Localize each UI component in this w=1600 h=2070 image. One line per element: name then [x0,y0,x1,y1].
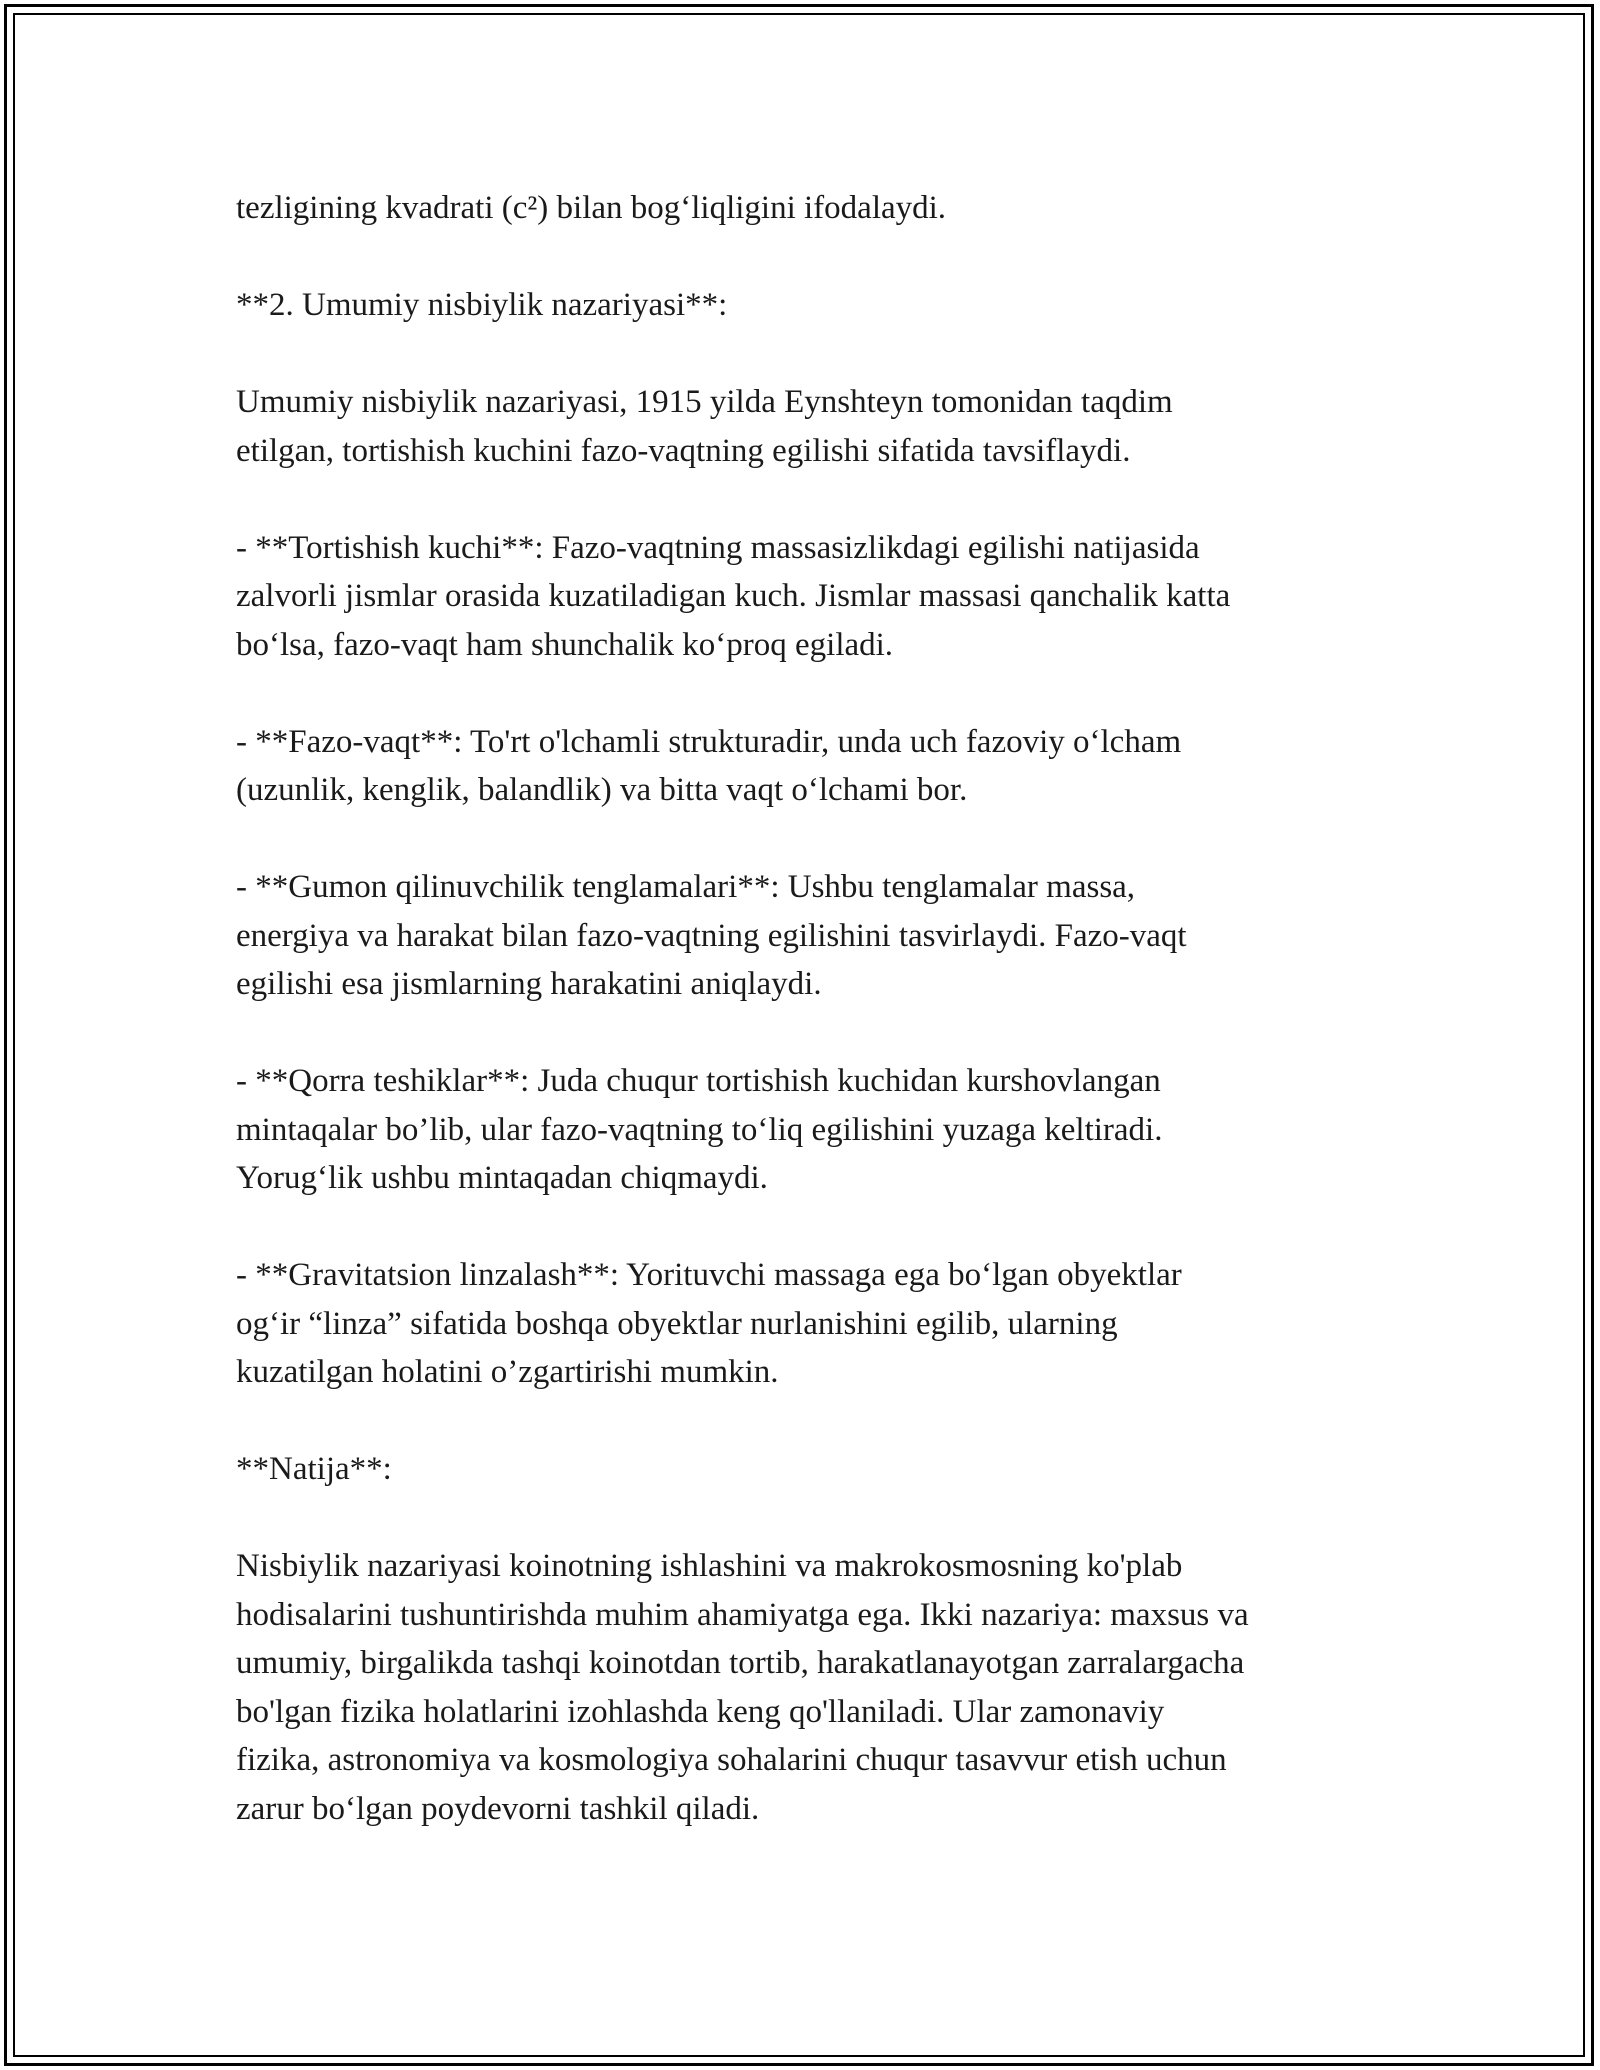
text-line: kuzatilgan holatini o’zgartirishi mumkin. [236,1354,779,1390]
paragraph-gap [236,330,1386,379]
text-line: - **Fazo-vaqt**: To'rt o'lchamli strukturadir, unda uch fazoviy o‘lcham [236,723,1182,760]
text-line: - **Gumon qilinuvchilik tenglamalari**: Ushbu tenglamalar massa, [236,869,1136,905]
text-line: bo'lgan fizika holatlarini izohlashda keng qo'llaniladi. Ular zamonaviy [236,1693,1165,1730]
paragraph-gap [236,1203,1386,1252]
paragraph-conclusion [236,1542,1386,1833]
bullet-gumon [236,863,1386,1009]
text-line: etilgan, tortishish kuchini fazo-vaqtning egilishi sifatida tavsiflaydi. [236,432,1131,469]
paragraph-gap [236,1009,1386,1058]
document-body [236,184,1386,1833]
paragraph-gap [236,1494,1386,1543]
text-line: - **Gravitatsion linzalash**: Yorituvchi massaga ega bo‘lgan obyektlar [236,1257,1182,1293]
paragraph-1 [236,184,1386,233]
text-line: - **Tortishish kuchi**: Fazo-vaqtning massasizlikdagi egilishi natijasida [236,529,1200,566]
text-line: hodisalarini tushuntirishda muhim ahamiyatga ega. Ikki nazariya: maxsus va [236,1596,1249,1633]
text-line: og‘ir “linza” sifatida boshqa obyektlar nurlanishini egilib, ularning [236,1305,1118,1342]
text-line: energiya va harakat bilan fazo-vaqtning egilishini tasvirlaydi. Fazo-vaqt [236,917,1187,954]
text-line: Yorug‘lik ushbu mintaqadan chiqmaydi. [236,1160,768,1196]
paragraph-intro [236,378,1386,475]
paragraph-gap [236,669,1386,718]
bullet-tortishish-kuchi [236,524,1386,670]
paragraph-gap [236,475,1386,524]
text-line: **Natija**: [236,1451,392,1487]
paragraph-gap [236,233,1386,282]
bullet-qorra-teshiklar [236,1057,1386,1203]
text-line: Umumiy nisbiylik nazariyasi, 1915 yilda Eynshteyn tomonidan taqdim [236,384,1173,420]
text-line: Nisbiylik nazariyasi koinotning ishlashini va makrokosmosning ko'plab [236,1548,1183,1584]
text-line: bo‘lsa, fazo-vaqt ham shunchalik ko‘proq egiladi. [236,626,894,663]
text-line: egilishi esa jismlarning harakatini aniqlaydi. [236,966,822,1002]
bullet-gravitatsion [236,1251,1386,1397]
text-line: **2. Umumiy nisbiylik nazariyasi**: [236,287,728,323]
text-line: zalvorli jismlar orasida kuzatiladigan kuch. Jismlar massasi qanchalik katta [236,578,1231,614]
text-line: - **Qorra teshiklar**: Juda chuqur tortishish kuchidan kurshovlangan [236,1063,1161,1099]
text-line: tezligining kvadrati (c²) bilan bog‘liqligini ifodalaydi. [236,190,947,226]
text-line: zarur bo‘lgan poydevorni tashkil qiladi. [236,1790,760,1827]
bullet-fazo-vaqt [236,718,1386,815]
text-line: mintaqalar bo’lib, ular fazo-vaqtning to‘liq egilishini yuzaga keltiradi. [236,1111,1163,1148]
heading-natija [236,1445,1386,1494]
paragraph-gap [236,1397,1386,1446]
heading-umumiy-nisbiylik [236,281,1386,330]
text-line: (uzunlik, kenglik, balandlik) va bitta vaqt o‘lchami bor. [236,772,968,808]
text-line: umumiy, birgalikda tashqi koinotdan tortib, harakatlanayotgan zarralargacha [236,1645,1245,1681]
paragraph-gap [236,815,1386,864]
text-line: fizika, astronomiya va kosmologiya sohalarini chuqur tasavvur etish uchun [236,1742,1227,1778]
